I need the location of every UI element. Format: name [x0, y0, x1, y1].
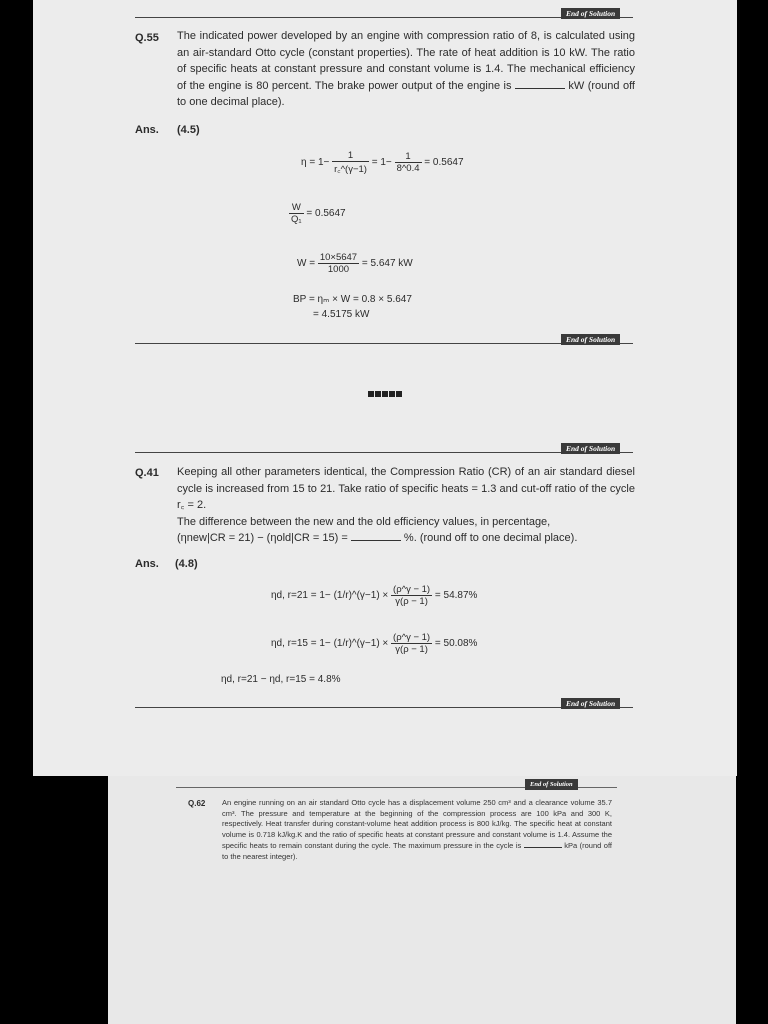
- question-text: The indicated power developed by an engine with compression ratio of 8, is calculated using an air-standard Otto cycle (constant properties). The rate of heat addition is 10 kW. The ratio of specific heats at constant pressure and constant volume is 1.4. The mechanical efficiency of the engine is 80 percent. The brake power output of the engine is kW (round off to one decimal place).: [177, 30, 635, 108]
- equation-efficiency-15: ηd, r=15 = 1− (1/r)^(γ−1) × $\frac{(\rho\^{}\gamma - 1)}{\gamma(\rho - 1)}$ = 50.08%: [271, 632, 478, 655]
- question-text: Keeping all other parameters identical, the Compression Ratio (CR) of an air standard diesel cycle is increased from 15 to 21. Take ratio of specific heats = 1.3 and cut-off ratio of the cycle r꜀ = 2. The difference between the new and the old efficiency values, in percentage, (ηnew|CR = 21) − (ηold|CR = 15) = %. (round off to one decimal place).: [177, 466, 635, 544]
- end-of-solution-tag: End of Solution: [561, 8, 620, 19]
- end-of-solution-tag: End of Solution: [561, 698, 620, 709]
- divider: [135, 343, 633, 344]
- page-top: [33, 0, 737, 776]
- answer-value: (4.5): [177, 124, 200, 136]
- equation-work: W = $\frac{10\times 5647}{1000}$ = 5.647 kW: [297, 252, 413, 275]
- answer-value: (4.8): [175, 558, 198, 570]
- section-separator: [368, 384, 403, 402]
- question-text: An engine running on an air standard Otto cycle has a displacement volume 250 cm³ and a clearance volume 35.7 cm³. The pressure and temperature at the beginning of the compression process are 100 kPa and 300 K, respectively. Heat transfer during constant-volume heat addition process is 800 kJ/kg. The specific heat at constant volume is 0.718 kJ/kg.K and the ratio of specific heats at constant pressure and constant volume is 1.4. Assume the specific heats to remain constant during the cycle. The maximum pressure in the cycle is kPa (round off to the nearest integer).: [222, 798, 612, 861]
- end-of-solution-tag: End of Solution: [525, 779, 578, 790]
- equation-efficiency-21: ηd, r=21 = 1− (1/r)^(γ−1) × $\frac{(\rho\^{}\gamma - 1)}{\gamma(\rho - 1)}$ = 54.87%: [271, 584, 478, 607]
- end-of-solution-tag: End of Solution: [561, 334, 620, 345]
- equation-efficiency: η = 1− $\frac{1}{r꜀\^{}(\gamma-1)}$ = 1− $\frac{1}{8\^{}0.4}$ = 0.5647: [301, 150, 464, 175]
- answer-blank: [515, 79, 565, 89]
- question-number: Q.55: [135, 32, 159, 44]
- divider: [135, 707, 633, 708]
- end-of-solution-tag: End of Solution: [561, 443, 620, 454]
- equation-work-ratio: $\frac{W}{\text{Q₁}}$ = 0.5647: [291, 202, 346, 225]
- answer-label: Ans.: [135, 124, 159, 136]
- equation-brake-power: BP = ηₘ × W = 0.8 × 5.647 = 4.5175 kW: [293, 294, 412, 320]
- question-number: Q.62: [188, 799, 206, 808]
- divider: [135, 17, 633, 18]
- divider: [135, 452, 633, 453]
- question-number: Q.41: [135, 467, 159, 479]
- page-bottom: [108, 776, 736, 1024]
- equation-difference: ηd, r=21 − ηd, r=15 = 4.8%: [221, 674, 341, 685]
- answer-label: Ans.: [135, 558, 159, 570]
